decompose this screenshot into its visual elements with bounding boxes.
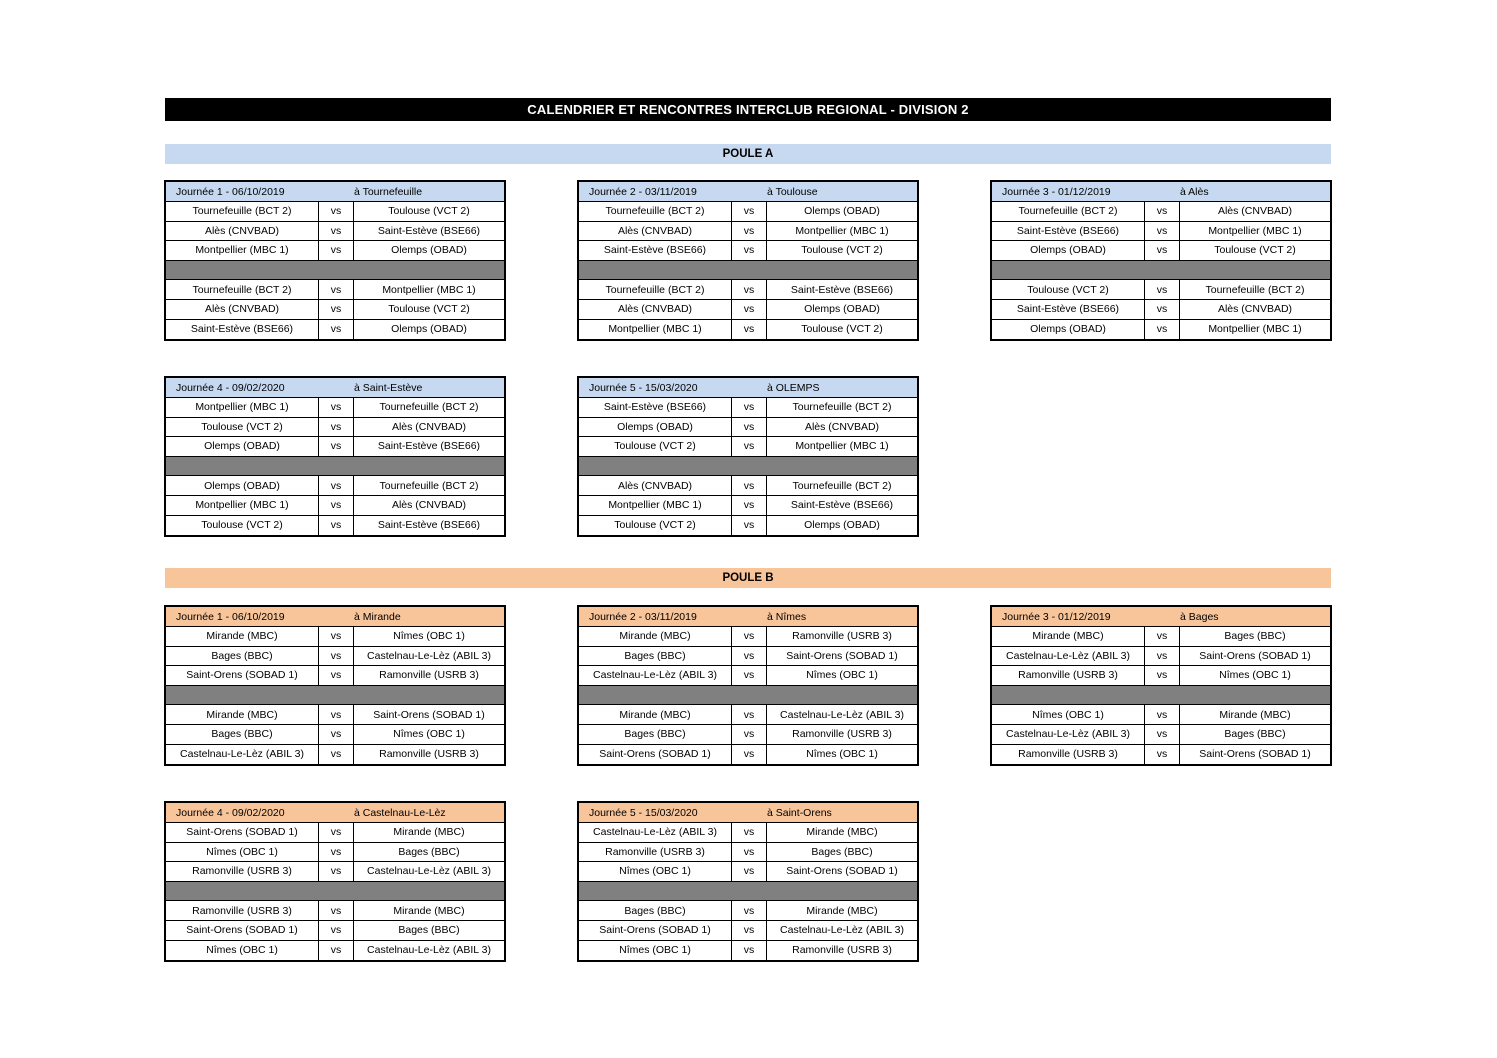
away-team: Alès (CNVBAD)	[804, 420, 880, 433]
vs-label: vs	[319, 280, 354, 299]
match-day-header	[166, 378, 504, 398]
match-row	[992, 222, 1330, 242]
away-team: Nîmes (OBC 1)	[806, 669, 878, 682]
away-team: Bages (BBC)	[811, 845, 873, 858]
home-team: Castelnau-Le-Lèz (ABIL 3)	[992, 647, 1145, 666]
match-row	[579, 705, 917, 725]
vs-label: vs	[732, 300, 767, 319]
away-team: Mirande (MBC)	[393, 826, 465, 839]
away-team: Nîmes (OBC 1)	[393, 630, 465, 643]
vs-label: vs	[319, 627, 354, 646]
vs-label: vs	[1145, 745, 1180, 765]
match-row	[166, 941, 504, 961]
home-team: Alès (CNVBAD)	[579, 222, 732, 241]
vs-label: vs	[1145, 627, 1180, 646]
vs-label: vs	[319, 862, 354, 881]
match-day-table	[577, 801, 919, 962]
round-separator	[579, 686, 917, 706]
vs-label: vs	[732, 627, 767, 646]
match-row	[579, 941, 917, 961]
vs-label: vs	[1145, 705, 1180, 724]
home-team: Toulouse (VCT 2)	[579, 437, 732, 456]
match-day-date: Journée 1 - 06/10/2019	[176, 185, 285, 198]
match-day-table	[164, 180, 506, 341]
vs-label: vs	[319, 320, 354, 340]
match-row	[992, 280, 1330, 300]
round-separator	[579, 457, 917, 477]
home-team: Ramonville (USRB 3)	[166, 862, 319, 881]
match-row	[579, 320, 917, 340]
vs-label: vs	[732, 496, 767, 515]
vs-label: vs	[732, 941, 767, 961]
match-row	[579, 901, 917, 921]
home-team: Olemps (OBAD)	[579, 418, 732, 437]
home-team: Saint-Estève (BSE66)	[579, 241, 732, 260]
match-row	[992, 666, 1330, 686]
away-team: Saint-Estève (BSE66)	[790, 499, 894, 512]
match-row	[166, 222, 504, 242]
vs-label: vs	[319, 241, 354, 260]
match-day-table	[577, 376, 919, 537]
home-team: Nîmes (OBC 1)	[166, 941, 319, 961]
home-team: Saint-Orens (SOBAD 1)	[166, 823, 319, 842]
match-row	[166, 843, 504, 863]
vs-label: vs	[319, 823, 354, 842]
away-team: Montpellier (MBC 1)	[795, 440, 889, 453]
vs-label: vs	[732, 280, 767, 299]
match-row	[166, 202, 504, 222]
vs-label: vs	[732, 843, 767, 862]
vs-label: vs	[319, 496, 354, 515]
away-team: Castelnau-Le-Lèz (ABIL 3)	[367, 944, 491, 957]
away-team: Bages (BBC)	[1224, 630, 1286, 643]
vs-label: vs	[732, 437, 767, 456]
vs-label: vs	[319, 437, 354, 456]
away-team: Mirande (MBC)	[393, 904, 465, 917]
away-team: Ramonville (USRB 3)	[792, 944, 892, 957]
match-row	[579, 725, 917, 745]
vs-label: vs	[732, 222, 767, 241]
home-team: Saint-Orens (SOBAD 1)	[166, 666, 319, 685]
match-day-header	[579, 607, 917, 627]
match-day-header	[579, 803, 917, 823]
vs-label: vs	[319, 745, 354, 765]
home-team: Ramonville (USRB 3)	[166, 901, 319, 920]
match-row	[992, 202, 1330, 222]
away-team: Toulouse (VCT 2)	[801, 244, 883, 257]
home-team: Castelnau-Le-Lèz (ABIL 3)	[579, 823, 732, 842]
match-row	[166, 476, 504, 496]
vs-label: vs	[319, 647, 354, 666]
away-team: Saint-Orens (SOBAD 1)	[1199, 649, 1311, 662]
home-team: Montpellier (MBC 1)	[166, 398, 319, 417]
away-team: Castelnau-Le-Lèz (ABIL 3)	[780, 708, 904, 721]
home-team: Saint-Estève (BSE66)	[992, 222, 1145, 241]
home-team: Tournefeuille (BCT 2)	[579, 280, 732, 299]
match-day-header	[992, 182, 1330, 202]
home-team: Alès (CNVBAD)	[166, 300, 319, 319]
vs-label: vs	[732, 705, 767, 724]
home-team: Mirande (MBC)	[166, 705, 319, 724]
away-team: Saint-Orens (SOBAD 1)	[786, 649, 898, 662]
away-team: Alès (CNVBAD)	[1217, 205, 1293, 218]
away-team: Saint-Estève (BSE66)	[377, 519, 481, 532]
vs-label: vs	[732, 666, 767, 685]
pool-b-header: POULE B	[165, 568, 1331, 588]
vs-label: vs	[319, 843, 354, 862]
match-day-table	[164, 376, 506, 537]
home-team: Olemps (OBAD)	[166, 476, 319, 495]
match-day-venue: à Bages	[1180, 610, 1219, 623]
home-team: Montpellier (MBC 1)	[579, 320, 732, 340]
match-row	[992, 320, 1330, 340]
away-team: Olemps (OBAD)	[804, 205, 880, 218]
home-team: Alès (CNVBAD)	[579, 300, 732, 319]
match-row	[579, 516, 917, 536]
match-row	[166, 437, 504, 457]
away-team: Saint-Orens (SOBAD 1)	[1199, 748, 1311, 761]
away-team: Tournefeuille (BCT 2)	[379, 479, 479, 492]
match-day-header	[579, 182, 917, 202]
vs-label: vs	[732, 745, 767, 765]
match-row	[579, 862, 917, 882]
match-row	[166, 862, 504, 882]
home-team: Ramonville (USRB 3)	[992, 666, 1145, 685]
vs-label: vs	[732, 320, 767, 340]
match-day-table	[990, 605, 1332, 766]
match-day-date: Journée 4 - 09/02/2020	[176, 381, 285, 394]
vs-label: vs	[732, 823, 767, 842]
match-day-date: Journée 4 - 09/02/2020	[176, 806, 285, 819]
match-row	[992, 241, 1330, 261]
away-team: Olemps (OBAD)	[391, 323, 467, 336]
away-team: Saint-Orens (SOBAD 1)	[373, 708, 485, 721]
vs-label: vs	[319, 222, 354, 241]
home-team: Olemps (OBAD)	[992, 320, 1145, 340]
home-team: Saint-Estève (BSE66)	[579, 398, 732, 417]
round-separator	[992, 686, 1330, 706]
match-day-date: Journée 5 - 15/03/2020	[589, 381, 698, 394]
home-team: Mirande (MBC)	[992, 627, 1145, 646]
home-team: Saint-Orens (SOBAD 1)	[579, 921, 732, 940]
match-day-date: Journée 3 - 01/12/2019	[1002, 610, 1111, 623]
match-row	[992, 647, 1330, 667]
vs-label: vs	[732, 516, 767, 536]
away-team: Castelnau-Le-Lèz (ABIL 3)	[367, 865, 491, 878]
home-team: Alès (CNVBAD)	[166, 222, 319, 241]
match-day-header	[166, 607, 504, 627]
match-row	[579, 222, 917, 242]
match-day-date: Journée 5 - 15/03/2020	[589, 806, 698, 819]
away-team: Nîmes (OBC 1)	[806, 748, 878, 761]
match-row	[992, 725, 1330, 745]
match-row	[166, 241, 504, 261]
vs-label: vs	[732, 241, 767, 260]
vs-label: vs	[732, 725, 767, 744]
vs-label: vs	[732, 647, 767, 666]
match-row	[579, 280, 917, 300]
home-team: Saint-Orens (SOBAD 1)	[579, 745, 732, 765]
match-day-venue: à Saint-Orens	[767, 806, 832, 819]
away-team: Mirande (MBC)	[806, 904, 878, 917]
match-day-table	[990, 180, 1332, 341]
match-day-venue: à Nîmes	[767, 610, 807, 623]
match-row	[579, 921, 917, 941]
home-team: Castelnau-Le-Lèz (ABIL 3)	[579, 666, 732, 685]
match-row	[579, 745, 917, 765]
away-team: Ramonville (USRB 3)	[379, 669, 479, 682]
away-team: Nîmes (OBC 1)	[393, 728, 465, 741]
vs-label: vs	[732, 862, 767, 881]
round-separator	[166, 261, 504, 281]
vs-label: vs	[319, 921, 354, 940]
home-team: Tournefeuille (BCT 2)	[579, 202, 732, 221]
away-team: Toulouse (VCT 2)	[801, 323, 883, 336]
match-day-venue: à Toulouse	[767, 185, 818, 198]
match-row	[579, 647, 917, 667]
match-day-date: Journée 2 - 03/11/2019	[589, 610, 697, 623]
match-row	[579, 627, 917, 647]
match-row	[579, 398, 917, 418]
match-row	[166, 705, 504, 725]
vs-label: vs	[319, 418, 354, 437]
vs-label: vs	[1145, 241, 1180, 260]
home-team: Montpellier (MBC 1)	[166, 241, 319, 260]
vs-label: vs	[732, 202, 767, 221]
match-day-header	[166, 803, 504, 823]
match-day-header	[992, 607, 1330, 627]
away-team: Montpellier (MBC 1)	[382, 283, 476, 296]
match-day-date: Journée 3 - 01/12/2019	[1002, 185, 1111, 198]
away-team: Tournefeuille (BCT 2)	[792, 479, 892, 492]
vs-label: vs	[1145, 647, 1180, 666]
vs-label: vs	[319, 516, 354, 536]
home-team: Toulouse (VCT 2)	[992, 280, 1145, 299]
vs-label: vs	[319, 666, 354, 685]
home-team: Toulouse (VCT 2)	[166, 516, 319, 536]
vs-label: vs	[1145, 666, 1180, 685]
vs-label: vs	[319, 300, 354, 319]
match-day-venue: à Castelnau-Le-Lèz	[354, 806, 446, 819]
match-day-date: Journée 2 - 03/11/2019	[589, 185, 697, 198]
vs-label: vs	[319, 398, 354, 417]
page-title: CALENDRIER ET RENCONTRES INTERCLUB REGIONAL - DIVISION 2	[165, 98, 1331, 121]
home-team: Montpellier (MBC 1)	[166, 496, 319, 515]
pool-a-header: POULE A	[165, 144, 1331, 164]
match-row	[579, 300, 917, 320]
round-separator	[166, 686, 504, 706]
away-team: Olemps (OBAD)	[391, 244, 467, 257]
away-team: Bages (BBC)	[1224, 728, 1286, 741]
home-team: Mirande (MBC)	[579, 627, 732, 646]
home-team: Bages (BBC)	[166, 725, 319, 744]
vs-label: vs	[319, 476, 354, 495]
away-team: Bages (BBC)	[398, 845, 460, 858]
match-row	[579, 496, 917, 516]
away-team: Ramonville (USRB 3)	[792, 728, 892, 741]
vs-label: vs	[1145, 300, 1180, 319]
away-team: Mirande (MBC)	[806, 826, 878, 839]
match-row	[579, 241, 917, 261]
vs-label: vs	[732, 901, 767, 920]
away-team: Olemps (OBAD)	[804, 519, 880, 532]
away-team: Toulouse (VCT 2)	[388, 205, 470, 218]
home-team: Nîmes (OBC 1)	[992, 705, 1145, 724]
home-team: Ramonville (USRB 3)	[992, 745, 1145, 765]
vs-label: vs	[1145, 222, 1180, 241]
match-row	[166, 418, 504, 438]
home-team: Tournefeuille (BCT 2)	[166, 202, 319, 221]
vs-label: vs	[319, 725, 354, 744]
away-team: Castelnau-Le-Lèz (ABIL 3)	[780, 924, 904, 937]
away-team: Tournefeuille (BCT 2)	[1205, 283, 1305, 296]
round-separator	[579, 882, 917, 902]
away-team: Montpellier (MBC 1)	[1208, 323, 1302, 336]
home-team: Bages (BBC)	[579, 647, 732, 666]
match-day-venue: à Tournefeuille	[354, 185, 423, 198]
away-team: Bages (BBC)	[398, 924, 460, 937]
match-row	[166, 300, 504, 320]
away-team: Alès (CNVBAD)	[391, 499, 467, 512]
home-team: Toulouse (VCT 2)	[166, 418, 319, 437]
away-team: Ramonville (USRB 3)	[379, 748, 479, 761]
match-row	[166, 280, 504, 300]
away-team: Saint-Estève (BSE66)	[377, 224, 481, 237]
match-row	[579, 437, 917, 457]
away-team: Tournefeuille (BCT 2)	[379, 401, 479, 414]
away-team: Alès (CNVBAD)	[1217, 303, 1293, 316]
match-day-venue: à Mirande	[354, 610, 401, 623]
away-team: Mirande (MBC)	[1219, 708, 1291, 721]
match-row	[166, 823, 504, 843]
home-team: Nîmes (OBC 1)	[579, 862, 732, 881]
round-separator	[166, 882, 504, 902]
home-team: Ramonville (USRB 3)	[579, 843, 732, 862]
away-team: Saint-Estève (BSE66)	[790, 283, 894, 296]
match-day-table	[577, 605, 919, 766]
match-row	[166, 320, 504, 340]
vs-label: vs	[319, 901, 354, 920]
away-team: Tournefeuille (BCT 2)	[792, 401, 892, 414]
match-day-header	[166, 182, 504, 202]
match-row	[579, 666, 917, 686]
away-team: Montpellier (MBC 1)	[1208, 224, 1302, 237]
away-team: Ramonville (USRB 3)	[792, 630, 892, 643]
home-team: Saint-Orens (SOBAD 1)	[166, 921, 319, 940]
match-row	[579, 476, 917, 496]
away-team: Saint-Orens (SOBAD 1)	[786, 865, 898, 878]
match-row	[166, 725, 504, 745]
home-team: Olemps (OBAD)	[992, 241, 1145, 260]
match-row	[166, 745, 504, 765]
match-row	[166, 921, 504, 941]
match-day-venue: à Alès	[1180, 185, 1209, 198]
home-team: Bages (BBC)	[166, 647, 319, 666]
match-row	[579, 418, 917, 438]
match-row	[992, 627, 1330, 647]
away-team: Toulouse (VCT 2)	[1214, 244, 1296, 257]
vs-label: vs	[1145, 202, 1180, 221]
home-team: Nîmes (OBC 1)	[166, 843, 319, 862]
home-team: Olemps (OBAD)	[166, 437, 319, 456]
vs-label: vs	[732, 921, 767, 940]
match-row	[992, 705, 1330, 725]
match-row	[992, 745, 1330, 765]
away-team: Alès (CNVBAD)	[391, 420, 467, 433]
match-day-venue: à Saint-Estève	[354, 381, 423, 394]
home-team: Mirande (MBC)	[579, 705, 732, 724]
match-row	[579, 843, 917, 863]
match-day-table	[164, 605, 506, 766]
match-day-table	[577, 180, 919, 341]
away-team: Saint-Estève (BSE66)	[377, 440, 481, 453]
home-team: Toulouse (VCT 2)	[579, 516, 732, 536]
away-team: Castelnau-Le-Lèz (ABIL 3)	[367, 649, 491, 662]
match-row	[992, 300, 1330, 320]
match-row	[579, 202, 917, 222]
home-team: Alès (CNVBAD)	[579, 476, 732, 495]
home-team: Castelnau-Le-Lèz (ABIL 3)	[992, 725, 1145, 744]
match-day-venue: à OLEMPS	[767, 381, 820, 394]
match-row	[166, 627, 504, 647]
vs-label: vs	[732, 476, 767, 495]
vs-label: vs	[732, 398, 767, 417]
round-separator	[166, 457, 504, 477]
vs-label: vs	[319, 202, 354, 221]
match-row	[166, 398, 504, 418]
vs-label: vs	[1145, 725, 1180, 744]
vs-label: vs	[1145, 280, 1180, 299]
home-team: Tournefeuille (BCT 2)	[166, 280, 319, 299]
match-row	[166, 666, 504, 686]
away-team: Montpellier (MBC 1)	[795, 224, 889, 237]
home-team: Bages (BBC)	[579, 901, 732, 920]
match-row	[166, 516, 504, 536]
home-team: Bages (BBC)	[579, 725, 732, 744]
match-row	[579, 823, 917, 843]
home-team: Montpellier (MBC 1)	[579, 496, 732, 515]
match-row	[166, 901, 504, 921]
vs-label: vs	[1145, 320, 1180, 340]
home-team: Saint-Estève (BSE66)	[166, 320, 319, 340]
match-day-date: Journée 1 - 06/10/2019	[176, 610, 285, 623]
vs-label: vs	[319, 941, 354, 961]
home-team: Mirande (MBC)	[166, 627, 319, 646]
away-team: Olemps (OBAD)	[804, 303, 880, 316]
vs-label: vs	[732, 418, 767, 437]
home-team: Castelnau-Le-Lèz (ABIL 3)	[166, 745, 319, 765]
round-separator	[992, 261, 1330, 281]
away-team: Nîmes (OBC 1)	[1219, 669, 1291, 682]
match-day-header	[579, 378, 917, 398]
match-row	[166, 647, 504, 667]
home-team: Tournefeuille (BCT 2)	[992, 202, 1145, 221]
match-row	[166, 496, 504, 516]
match-day-table	[164, 801, 506, 962]
home-team: Saint-Estève (BSE66)	[992, 300, 1145, 319]
home-team: Nîmes (OBC 1)	[579, 941, 732, 961]
away-team: Toulouse (VCT 2)	[388, 303, 470, 316]
vs-label: vs	[319, 705, 354, 724]
round-separator	[579, 261, 917, 281]
